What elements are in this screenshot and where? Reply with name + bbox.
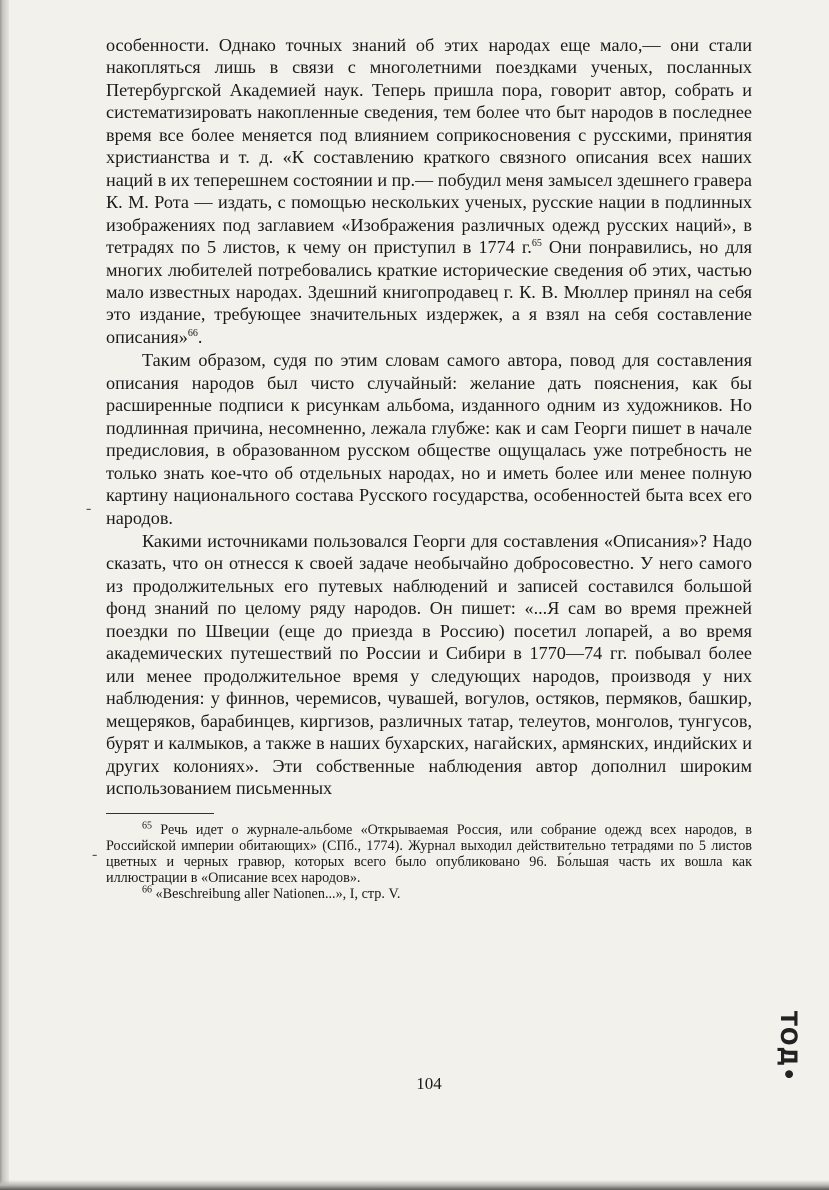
- scan-shadow-bottom: [0, 1180, 829, 1190]
- paragraph: Таким образом, судя по этим словам самого автора, повод для составления описания народов был чисто случайный: желание дать пояснения, как бы расширенные подписи к рисункам альбома, изданного одним из художников. Но подлинная причина, несомненно, лежала глубже: как и сам Георги пишет в начале предисловия, в образованном русском обществе ощущалась уже потребность не только знать кое-что об отдельных народах, но и иметь более или менее полную картину национального состава Русского государства, особенностей быта всех его народов.: [106, 350, 752, 528]
- scan-shadow-left: [0, 0, 9, 1190]
- footnote-number: 66: [142, 884, 152, 896]
- footnote: $^{66}$ «Beschreibung aller Nationen...», I, стр. V.: [142, 884, 401, 903]
- margin-stamp: ТОД•: [774, 1010, 800, 1083]
- page-number: 104: [416, 1074, 442, 1093]
- footnote-ref[interactable]: 65: [531, 238, 542, 250]
- footnotes: [106, 822, 752, 902]
- footnote: $^{65}$ Речь идет о журнале-альбоме «Открываемая Россия, или собрание одежд всех народов, в Российской империи обитающих» (СПб., 1774). Журнал выходил действительно тетрадями по 5 листов цветных и черных гравюр, которых всего было опубликовано 96. Бо́льшая часть их вошла как иллюстрации в «Описание всех народов».: [106, 820, 752, 887]
- footnote-ref[interactable]: 66: [187, 327, 198, 339]
- book-page: [106, 34, 752, 902]
- paragraph: Какими источниками пользовался Георги для составления «Описания»? Надо сказать, что он отнесся к своей задаче необычайно добросовестно. У него самого из продолжительных его путевых наблюдений и записей составился большой фонд знаний по целому ряду народов. Он пишет: «...Я сам во время прежней поездки по Швеции (еще до приезда в Россию) посетил лопарей, а во время академических путешествий по России и Сибири в 1770—74 гг. побывал более или менее продолжительное время у следующих народов, производя у них наблюдения: у финнов, черемисов, чувашей, вогулов, остяков, пермяков, башкир, мещеряков, барабинцев, киргизов, различных татар, телеутов, монголов, тунгусов, бурят и калмыков, а также в наших бухарских, нагайских, армянских, индийских и других колониях». Эти собственные наблюдения автор дополнил широким использованием письменных: [106, 530, 752, 798]
- pencil-mark: ‐: [92, 846, 98, 863]
- paragraph: особенности. Однако точных знаний об этих народах еще мало,— они стали накопляться лишь в связи с многолетними поездками ученых, посланных Петербургской Академией наук. Теперь пришла пора, говорит автор, собрать и систематизировать накопленные сведения, тем более что быт народов в последнее время все более меняется под влиянием соприкосновения с русскими, принятия христианства и т. д. «К составлению краткого связного описания всех наших наций в их теперешнем состоянии и пр.— побудил меня замысел здешнего гравера К. М. Рота — издать, с помощью нескольких ученых, русские нации в подлинных изображениях под заглавием «Изображения различных одежд русских наций», в тетрадях по 5 листов, к чему он приступил в 1774 г.$^{65}$ Они понравились, но для многих любителей потребовались краткие исторические сведения об этих, частью мало известных народах. Здешний книгопродавец г. К. В. Мюллер принял на себя это издание, требующее значительных издержек, а я взял на себя составление описания»$^{66}$.: [106, 35, 752, 347]
- pencil-mark: ‐: [86, 500, 92, 517]
- footnote-separator: [106, 813, 214, 814]
- body-text: [106, 34, 752, 799]
- footnote-number: 65: [142, 820, 152, 832]
